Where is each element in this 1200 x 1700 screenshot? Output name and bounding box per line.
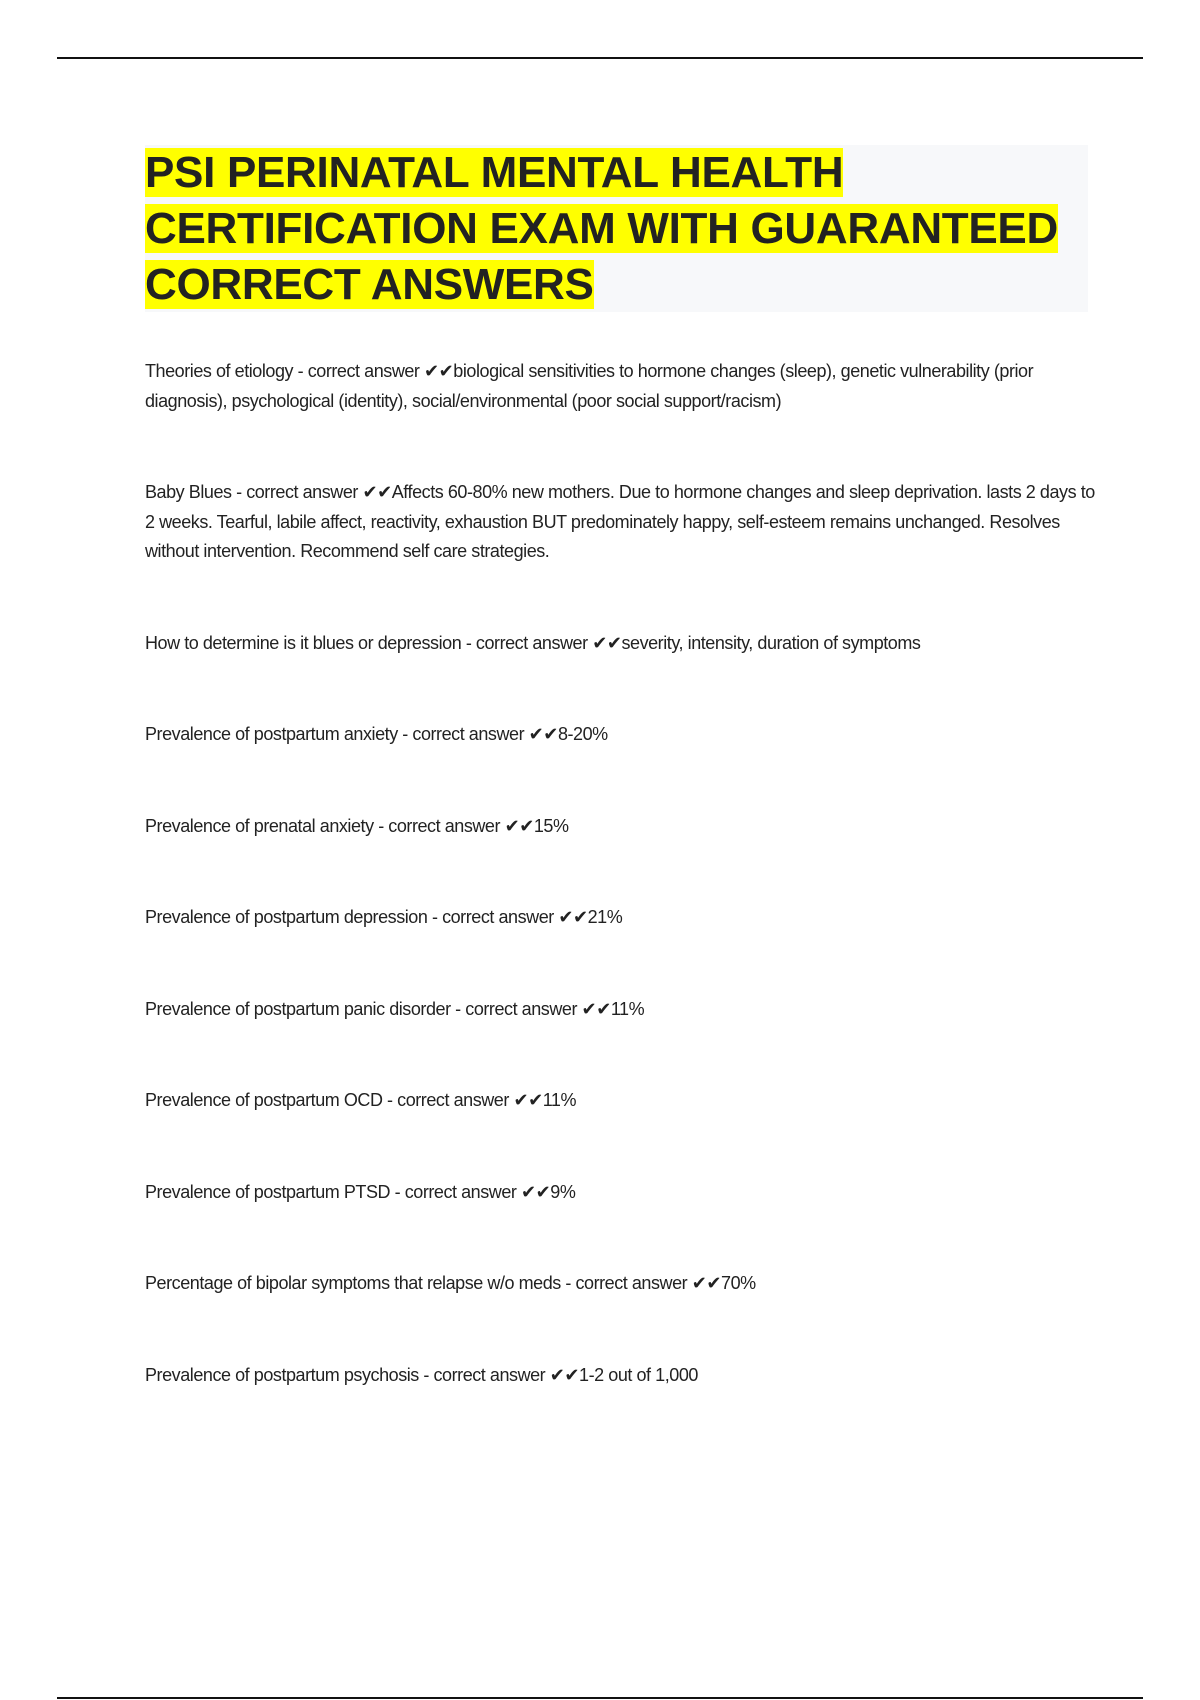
qa-item: Theories of etiology - correct answer ✔✔biological sensitivities to hormone changes (sleep), genetic vulnerability (prior diagnosis), psychological (identity), social/environmental (poor social support/racism) <box>145 361 1034 411</box>
qa-item: How to determine is it blues or depression - correct answer ✔✔severity, intensity, duration of symptoms <box>145 632 921 653</box>
document-title <box>145 145 1088 313</box>
qa-item: Baby Blues - correct answer ✔✔Affects 60-80% new mothers. Due to hormone changes and sleep deprivation. lasts 2 days to 2 weeks. Tearful, labile affect, reactivity, exhaustion BUT predominately happy, self-esteem remains unchanged. Resolves without intervention. Recommend self care strategies. <box>145 482 1095 561</box>
title-highlight: PSI PERINATAL MENTAL HEALTH CERTIFICATION EXAM WITH GUARANTEED CORRECT ANSWERS <box>145 148 1058 309</box>
header-rule <box>57 57 1143 59</box>
qa-item: Prevalence of postpartum PTSD - correct answer ✔✔9% <box>145 1181 576 1202</box>
qa-item: Prevalence of postpartum depression - correct answer ✔✔21% <box>145 907 623 927</box>
qa-item: Prevalence of postpartum anxiety - correct answer ✔✔8-20% <box>145 724 608 744</box>
qa-item: Prevalence of postpartum panic disorder - correct answer ✔✔11% <box>145 998 645 1019</box>
footer-rule <box>57 1697 1143 1699</box>
qa-item: Prevalence of postpartum OCD - correct answer ✔✔11% <box>145 1090 577 1110</box>
qa-item: Prevalence of prenatal anxiety - correct answer ✔✔15% <box>145 815 569 836</box>
qa-item: Prevalence of postpartum psychosis - correct answer ✔✔1-2 out of 1,000 <box>145 1364 698 1385</box>
qa-item: Percentage of bipolar symptoms that relapse w/o meds - correct answer ✔✔70% <box>145 1273 756 1293</box>
qa-list <box>145 357 1095 1452</box>
title-block <box>145 145 1088 312</box>
